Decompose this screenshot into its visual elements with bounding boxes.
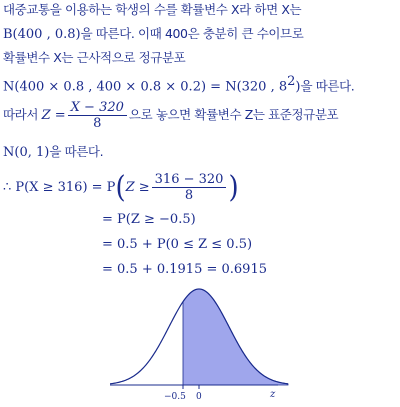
z-fraction [68, 100, 127, 131]
prob-fraction [152, 172, 227, 203]
prob-lhs: ∴ P(X ≥ 316) = P [3, 180, 116, 195]
line-6 [3, 144, 103, 161]
line-2-text: 을 따른다. 이때 400은 충분히 큰 수이므로 [80, 26, 304, 41]
line-5-post: 으로 놓으면 확률변수 Z는 표준정규분포 [128, 107, 339, 122]
shaded-area [183, 289, 288, 385]
binomial-expr: B(400 , 0.8) [3, 27, 81, 42]
line-7 [3, 172, 239, 203]
z-axis-label: z [270, 389, 276, 400]
line-5 [3, 100, 338, 131]
line-4 [3, 74, 354, 95]
z-fraction-den: 8 [93, 116, 102, 131]
line-3: 확률변수 X는 근사적으로 정규분포 [3, 50, 186, 65]
line-8: = P(Z ≥ −0.5) [102, 212, 196, 227]
line-9: = 0.5 + P(0 ≤ Z ≤ 0.5) [102, 237, 253, 252]
std-normal-expr: N(0, 1) [3, 145, 50, 160]
line-2 [3, 26, 303, 43]
normal-expr-exp: 2 [287, 74, 296, 89]
normal-expr-close: ) [295, 79, 301, 95]
line-1: 대중교통을 이용하는 학생의 수를 확률변수 X라 하면 X는 [3, 2, 302, 17]
line-10: = 0.5 + 0.1915 = 0.6915 [102, 262, 267, 277]
line-6-text: 을 따른다. [49, 144, 104, 159]
normal-expr: N(400 × 0.8 , 400 × 0.8 × 0.2) = N(320 , 8 [3, 79, 288, 95]
line-4-text: 을 따른다. [300, 78, 355, 94]
z-fraction-num: X − 320 [68, 100, 127, 116]
prob-z: Z ≥ [125, 180, 150, 195]
tick-neg-label: −0.5 [164, 392, 186, 402]
right-paren: ) [228, 170, 239, 205]
z-def: Z = [41, 108, 66, 123]
prob-fraction-num: 316 − 320 [152, 172, 227, 188]
normal-curve-figure [110, 283, 290, 403]
prob-fraction-den: 8 [184, 188, 194, 203]
normal-curve-svg [110, 283, 290, 403]
tick-zero-label: 0 [196, 392, 202, 402]
line-5-pre: 따라서 [3, 107, 42, 122]
left-paren: ( [115, 170, 126, 205]
